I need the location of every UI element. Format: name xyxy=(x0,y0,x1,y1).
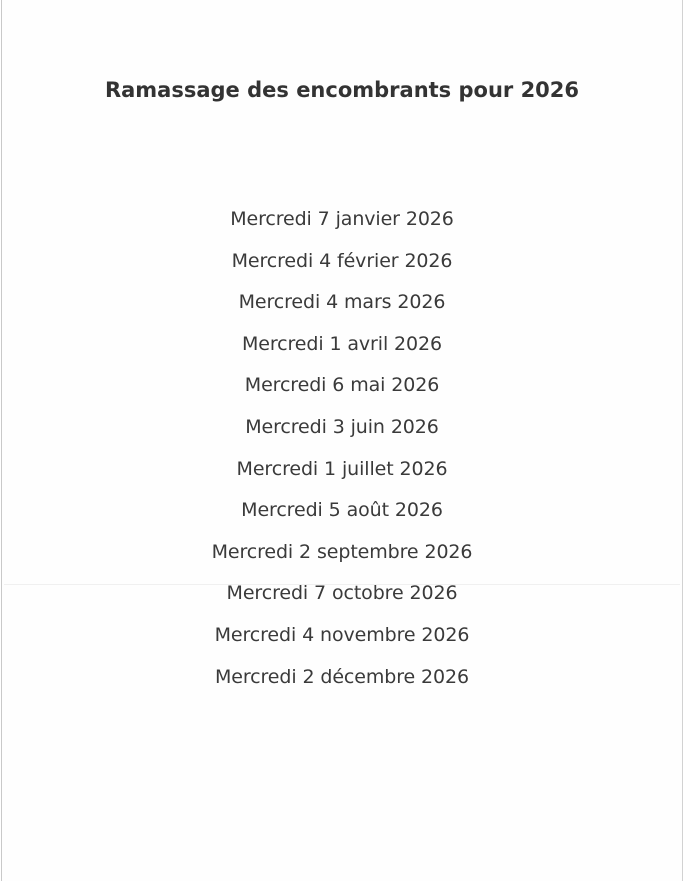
date-item-july: Mercredi 1 juillet 2026 xyxy=(236,457,448,480)
date-item-may: Mercredi 6 mai 2026 xyxy=(244,374,440,397)
date-item-december: Mercredi 2 décembre 2026 xyxy=(214,665,470,688)
date-item-september: Mercredi 2 septembre 2026 xyxy=(211,540,473,563)
date-item-august: Mercredi 5 août 2026 xyxy=(241,499,443,522)
date-item-april: Mercredi 1 avril 2026 xyxy=(241,332,443,355)
scanned-page xyxy=(1,0,683,881)
page-title: Ramassage des encombrants pour 2026 xyxy=(104,78,580,102)
date-item-march: Mercredi 4 mars 2026 xyxy=(238,291,446,314)
date-item-january: Mercredi 7 janvier 2026 xyxy=(230,208,454,230)
date-item-june: Mercredi 3 juin 2026 xyxy=(245,415,439,438)
date-item-november: Mercredi 4 novembre 2026 xyxy=(214,623,470,646)
date-item-february: Mercredi 4 février 2026 xyxy=(231,249,453,272)
date-item-october: Mercredi 7 octobre 2026 xyxy=(226,582,458,605)
collection-dates-list xyxy=(2,204,682,703)
